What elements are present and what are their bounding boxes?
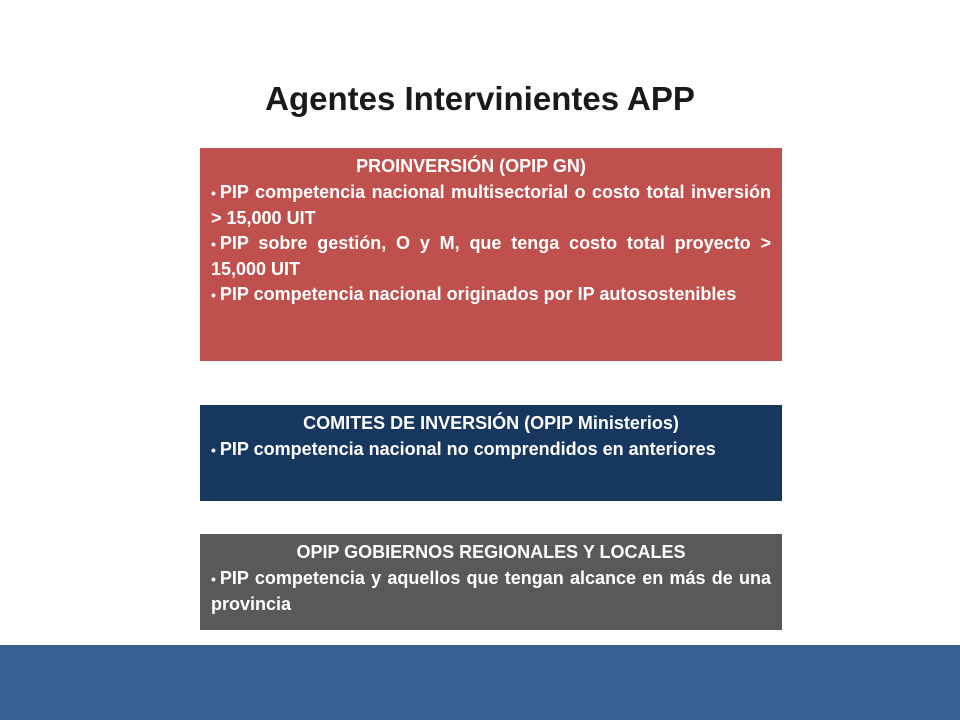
proinversion-bullet-3: • PIP competencia nacional originados por IP autosostenibles (211, 284, 737, 304)
gobiernos-bullet-1: • PIP competencia y aquellos que tengan alcance en más de una provincia (211, 568, 771, 614)
gobiernos-box (200, 534, 782, 630)
bullet-icon: • (211, 442, 216, 458)
bullet-icon: • (211, 236, 216, 252)
proinversion-bullet-2: • PIP sobre gestión, O y M, que tenga costo total proyecto > 15,000 UIT (211, 233, 771, 279)
proinversion-bullet-1: • PIP competencia nacional multisectorial o costo total inversión > 15,000 UIT (211, 182, 771, 228)
bullet-icon: • (211, 287, 216, 303)
bullet-icon: • (211, 571, 216, 587)
comites-heading: COMITES DE INVERSIÓN (OPIP Ministerios) (303, 413, 679, 433)
proinversion-box (200, 148, 782, 361)
footer-band (0, 645, 960, 720)
slide-title: Agentes Intervinientes APP (265, 80, 695, 117)
bullet-icon: • (211, 185, 216, 201)
proinversion-heading: PROINVERSIÓN (OPIP GN) (356, 156, 586, 176)
comites-bullet-1: • PIP competencia nacional no comprendidos en anteriores (211, 439, 716, 459)
gobiernos-heading: OPIP GOBIERNOS REGIONALES Y LOCALES (296, 542, 686, 562)
comites-box (200, 405, 782, 501)
